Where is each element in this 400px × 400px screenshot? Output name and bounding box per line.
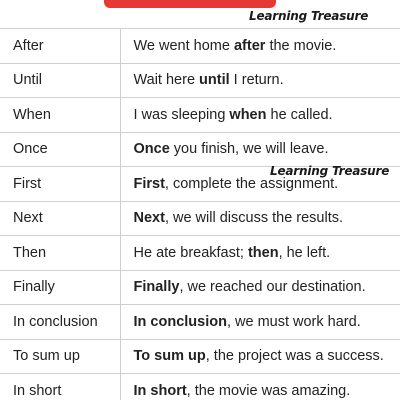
sentence-text-before: I was sleeping: [133, 106, 230, 123]
example-sentence-cell: [120, 339, 400, 374]
sentence-text-before: He ate breakfast;: [133, 244, 248, 261]
header-watermark: Learning Treasure: [249, 9, 369, 23]
table-row: [0, 339, 400, 374]
table-row: [0, 305, 400, 340]
transition-word-cell: Then: [0, 236, 120, 271]
highlighted-transition-word: after: [233, 37, 266, 54]
transition-word-cell: In short: [0, 374, 120, 400]
table-row: [0, 63, 400, 98]
transition-words-table: [0, 28, 400, 400]
transition-word-cell: Next: [0, 201, 120, 236]
table-row: [0, 374, 400, 400]
highlighted-transition-word: To sum up: [133, 348, 206, 365]
table-body: [0, 29, 400, 400]
example-sentence-cell: [120, 29, 400, 64]
highlighted-transition-word: until: [199, 72, 230, 89]
transition-word-cell: Finally: [0, 270, 120, 305]
table-row: [0, 132, 400, 167]
table-row: [0, 29, 400, 64]
example-sentence-cell: [120, 63, 400, 98]
example-sentence-cell: [120, 201, 400, 236]
sentence-text-after: , we must work hard.: [226, 313, 361, 330]
sentence-text-after: he called.: [266, 106, 333, 123]
example-sentence-cell: [120, 305, 400, 340]
table-row: [0, 201, 400, 236]
sentence-text-after: , we will discuss the results.: [164, 210, 344, 227]
transition-word-cell: First: [0, 167, 120, 202]
example-sentence-cell: [120, 236, 400, 271]
sentence-text-after: , complete the assignment.: [164, 175, 339, 192]
sentence-text-after: the movie.: [265, 37, 337, 54]
sentence-text-after: , the project was a success.: [205, 348, 384, 365]
example-sentence-cell: [120, 374, 400, 400]
sentence-text-after: you finish, we will leave.: [169, 141, 329, 158]
highlighted-transition-word: Finally: [133, 279, 180, 296]
sentence-text-after: , we reached our destination.: [179, 279, 366, 296]
sentence-text-after: I return.: [229, 72, 284, 89]
example-sentence-cell: [120, 132, 400, 167]
highlighted-transition-word: then: [247, 244, 279, 261]
highlighted-transition-word: Next: [133, 210, 165, 227]
highlighted-transition-word: when: [229, 106, 267, 123]
sentence-text-before: We went home: [133, 37, 234, 54]
table-row: [0, 98, 400, 133]
transition-word-cell: In conclusion: [0, 305, 120, 340]
sentence-text-before: Wait here: [133, 72, 200, 89]
transition-word-cell: Once: [0, 132, 120, 167]
sentence-text-after: , the movie was amazing.: [186, 382, 351, 399]
highlighted-transition-word: First: [133, 175, 165, 192]
highlighted-transition-word: Once: [133, 141, 170, 158]
transition-word-cell: To sum up: [0, 339, 120, 374]
table-row: [0, 236, 400, 271]
overlay-watermark: Learning Treasure: [270, 164, 390, 178]
highlighted-transition-word: In conclusion: [133, 313, 227, 330]
example-sentence-cell: [120, 98, 400, 133]
transition-word-cell: Until: [0, 63, 120, 98]
highlighted-transition-word: In short: [133, 382, 187, 399]
table-row: [0, 270, 400, 305]
header-accent-bar: [104, 0, 276, 8]
transition-word-cell: When: [0, 98, 120, 133]
sentence-text-after: , he left.: [278, 244, 331, 261]
transition-word-cell: After: [0, 29, 120, 64]
example-sentence-cell: [120, 270, 400, 305]
